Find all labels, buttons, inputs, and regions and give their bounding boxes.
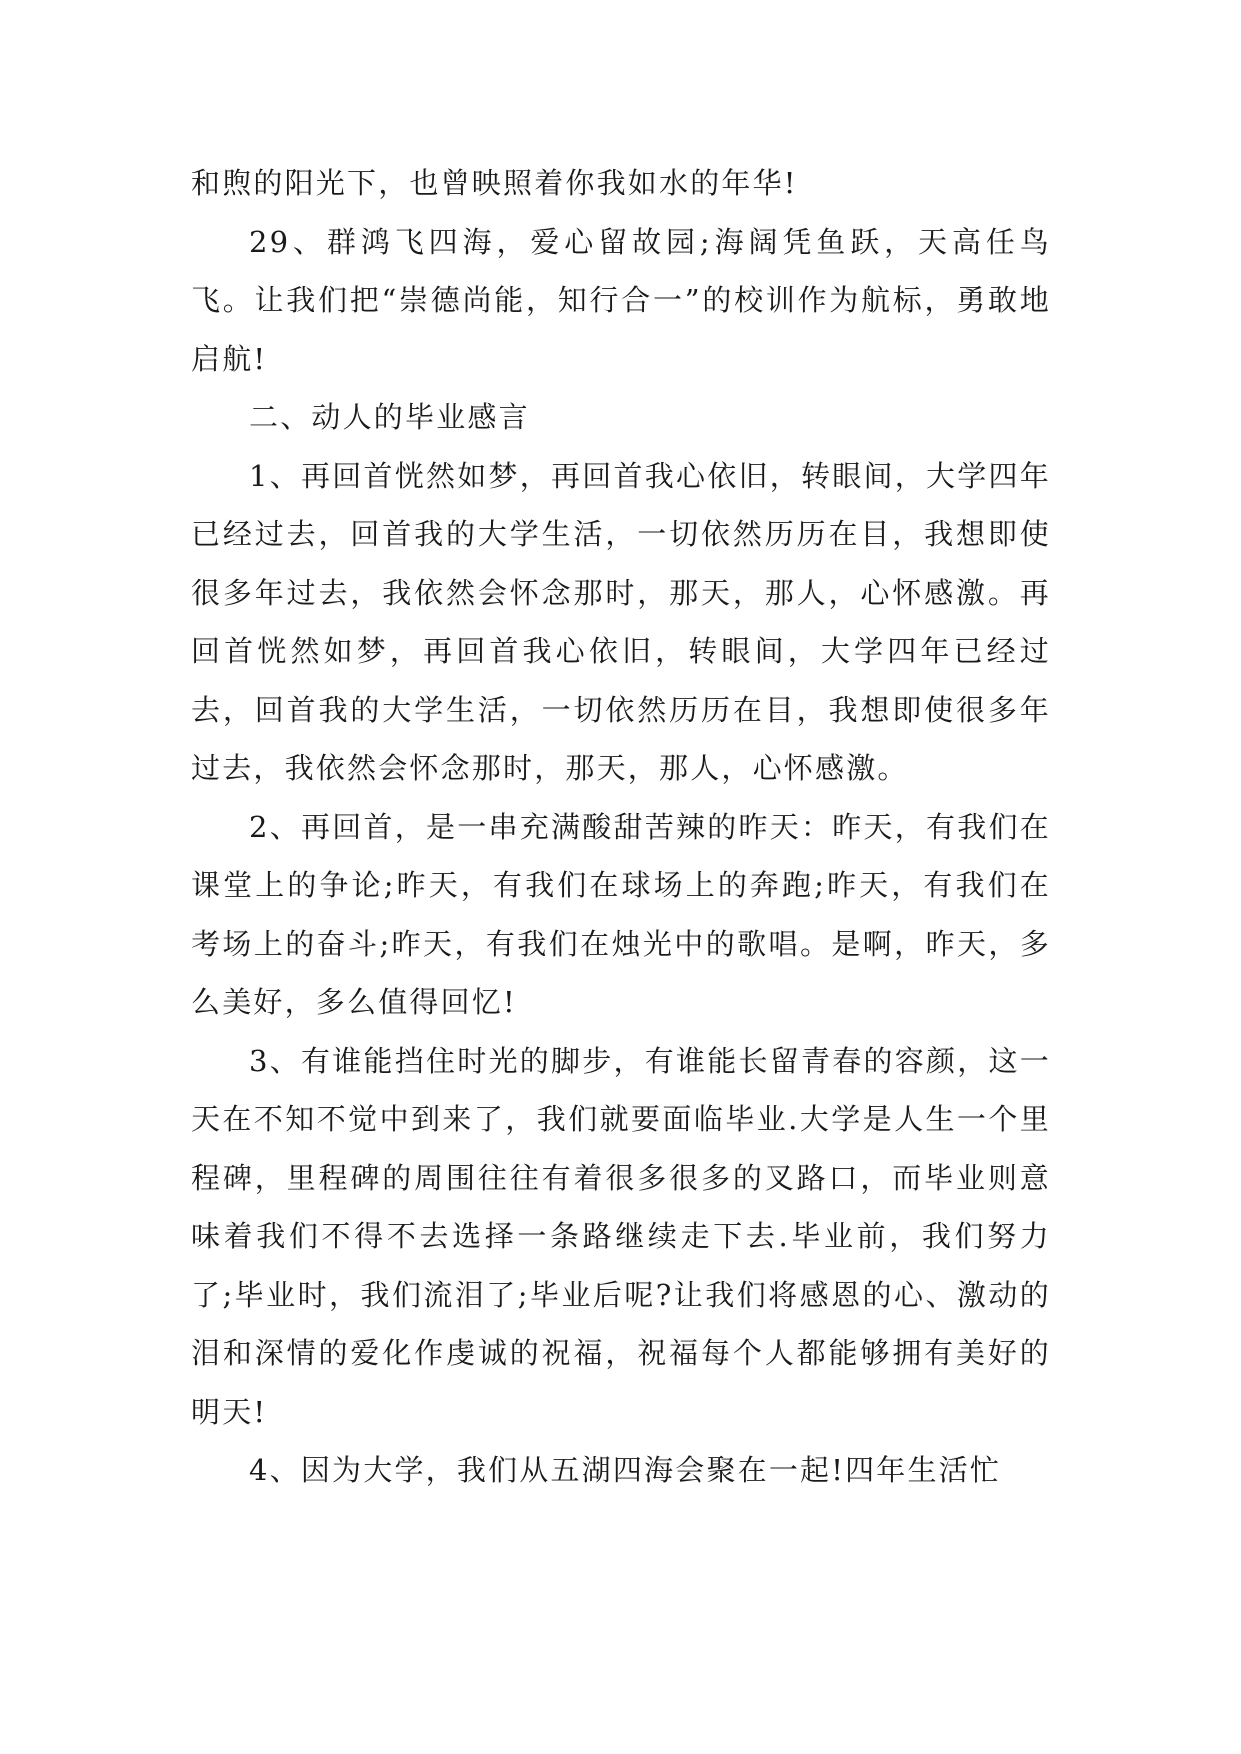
paragraph-item-4: 4、因为大学，我们从五湖四海会聚在一起!四年生活忙	[249, 1453, 1002, 1487]
paragraph-item-1: 1、再回首恍然如梦，再回首我心依旧，转眼间，大学四年已经过去，回首我的大学生活，一切依然历历在目，我想即使很多年过去，我依然会怀念那时，那天，那人，心怀感激。再回首恍然如梦，再回首我心依旧，转眼间，大学四年已经过去，回首我的大学生活，一切依然历历在目，我想即使很多年过去，我依然会怀念那时，那天，那人，心怀感激。	[191, 458, 1051, 785]
document-body	[191, 154, 1051, 1500]
paragraph-item-29: 29、群鸿飞四海，爱心留故园;海阔凭鱼跃，天高任鸟飞。让我们把“崇德尚能，知行合一”的校训作为航标，勇敢地启航!	[191, 224, 1051, 376]
paragraph-item-2: 2、再回首，是一串充满酸甜苦辣的昨天：昨天，有我们在课堂上的争论;昨天，有我们在球场上的奔跑;昨天，有我们在考场上的奋斗;昨天，有我们在烛光中的歌唱。是啊，昨天，多么美好，多么值得回忆!	[191, 809, 1051, 1019]
section-heading: 二、动人的毕业感言	[249, 400, 530, 434]
paragraph-continuation: 和煦的阳光下，也曾映照着你我如水的年华!	[191, 166, 798, 200]
paragraph-item-3: 3、有谁能挡住时光的脚步，有谁能长留青春的容颜，这一天在不知不觉中到来了，我们就要面临毕业.大学是人生一个里程碑，里程碑的周围往往有着很多很多的叉路口，而毕业则意味着我们不得不去选择一条路继续走下去.毕业前，我们努力了;毕业时，我们流泪了;毕业后呢?让我们将感恩的心、激动的泪和深情的爱化作虔诚的祝福，祝福每个人都能够拥有美好的明天!	[191, 1043, 1051, 1429]
